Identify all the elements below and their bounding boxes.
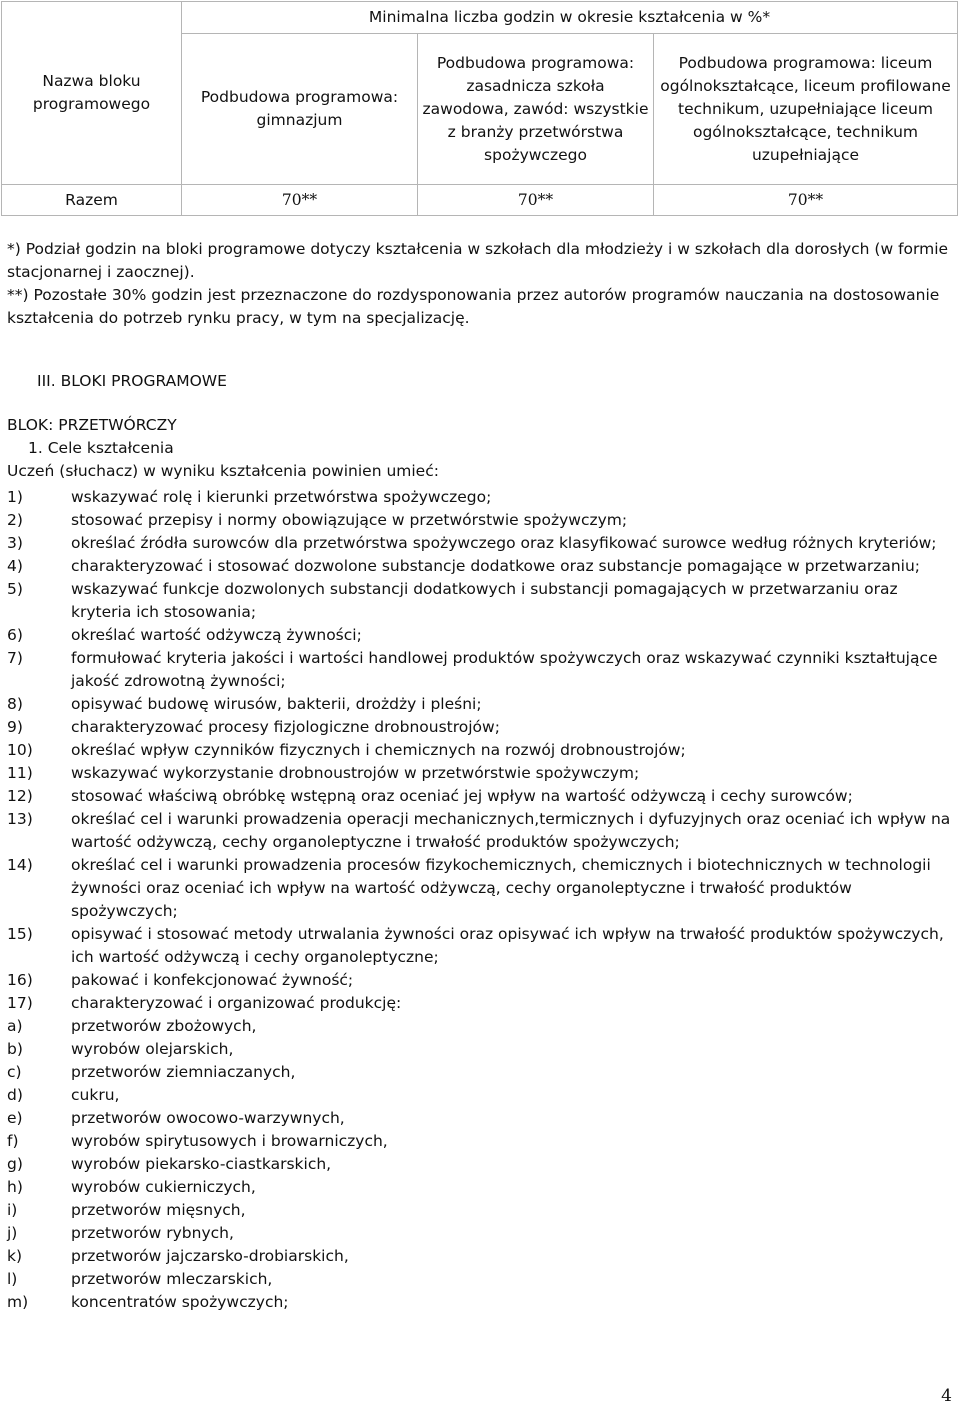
list-item-text: wyrobów piekarsko-ciastkarskich,: [71, 1155, 332, 1173]
list-item-marker: 13): [7, 810, 33, 828]
list-item-marker: 12): [7, 787, 33, 805]
list-item-text: przetworów zbożowych,: [71, 1017, 257, 1035]
razem-label: Razem: [2, 185, 182, 216]
list-item-text: wyrobów spirytusowych i browarniczych,: [71, 1132, 388, 1150]
list-item-text: wyrobów olejarskich,: [71, 1040, 234, 1058]
list-item-marker: 8): [7, 695, 23, 713]
list-item-marker: 14): [7, 856, 33, 874]
list-item: [7, 509, 957, 532]
list-item-text: cukru,: [71, 1086, 120, 1104]
list-item-text: charakteryzować i stosować dozwolone substancje dodatkowe oraz substancje pomagające w przetwarzaniu;: [71, 557, 921, 575]
list-item-marker: g): [7, 1155, 23, 1173]
list-item-text: koncentratów spożywczych;: [71, 1293, 289, 1311]
hours-table: [1, 1, 958, 216]
list-item-marker: 4): [7, 557, 23, 575]
list-item-marker: 11): [7, 764, 33, 782]
list-item-text: opisywać budowę wirusów, bakterii, drożdży i pleśni;: [71, 695, 482, 713]
list-item: [7, 532, 957, 555]
list-item-text: przetworów rybnych,: [71, 1224, 234, 1242]
list-item: [7, 808, 957, 854]
list-item-text: stosować przepisy i normy obowiązujące w przetwórstwie spożywczym;: [71, 511, 628, 529]
list-item-marker: j): [7, 1224, 18, 1242]
list-item-text: opisywać i stosować metody utrwalania żywności oraz opisywać ich wpływ na trwałość produktów spożywczych, ich wartość odżywczą i cechy organoleptyczne;: [71, 925, 944, 966]
list-item: [7, 1084, 957, 1107]
list-item-marker: m): [7, 1293, 29, 1311]
list-item: [7, 854, 957, 923]
name-column-header: Nazwa bloku programowego: [2, 2, 182, 185]
list-item: [7, 1061, 957, 1084]
list-item: [7, 762, 957, 785]
list-item-marker: 3): [7, 534, 23, 552]
footnote-2: **) Pozostałe 30% godzin jest przeznaczone do rozdysponowania przez autorów programów nauczania na dostosowanie kształcenia do potrzeb rynku pracy, w tym na specjalizację.: [7, 286, 940, 327]
list-item-text: charakteryzować i organizować produkcję:: [71, 994, 402, 1012]
list-item: [7, 486, 957, 509]
list-item: [7, 1222, 957, 1245]
list-item-text: określać źródła surowców dla przetwórstwa spożywczego oraz klasyfikować surowce według różnych kryteriów;: [71, 534, 937, 552]
list-item: [7, 1245, 957, 1268]
blok-title: BLOK: PRZETWÓRCZY: [7, 416, 177, 434]
list-item: [7, 624, 957, 647]
list-item-marker: 2): [7, 511, 23, 529]
list-item: [7, 1268, 957, 1291]
list-item: [7, 969, 957, 992]
list-item-text: przetworów owocowo-warzywnych,: [71, 1109, 345, 1127]
list-item-marker: 17): [7, 994, 33, 1012]
list-item: [7, 992, 957, 1015]
razem-value-gimnazjum: 70**: [182, 185, 418, 216]
list-item-text: przetworów mleczarskich,: [71, 1270, 273, 1288]
table-header-row: [2, 2, 958, 34]
list-item: [7, 1176, 957, 1199]
zsz-column-header: Podbudowa programowa: zasadnicza szkoła zawodowa, zawód: wszystkie z branży przetwórstwa spożywczego: [418, 34, 654, 185]
razem-value-zsz: 70**: [418, 185, 654, 216]
list-item-marker: 9): [7, 718, 23, 736]
list-item-marker: 7): [7, 649, 23, 667]
table-row-razem: [2, 185, 958, 216]
list-item-text: przetworów mięsnych,: [71, 1201, 246, 1219]
list-item-text: określać wpływ czynników fizycznych i chemicznych na rozwój drobnoustrojów;: [71, 741, 686, 759]
list-item: [7, 1153, 957, 1176]
list-item-marker: l): [7, 1270, 18, 1288]
list-item-text: przetworów ziemniaczanych,: [71, 1063, 296, 1081]
list-item: [7, 716, 957, 739]
list-item: [7, 739, 957, 762]
list-item-text: wyrobów cukierniczych,: [71, 1178, 256, 1196]
goals-intro: Uczeń (słuchacz) w wyniku kształcenia powinien umieć:: [7, 462, 439, 480]
list-item: [7, 1038, 957, 1061]
list-item-marker: h): [7, 1178, 23, 1196]
list-item-text: wskazywać rolę i kierunki przetwórstwa spożywczego;: [71, 488, 492, 506]
list-item: [7, 1107, 957, 1130]
footnote-1: *) Podział godzin na bloki programowe dotyczy kształcenia w szkołach dla młodzieży i w szkołach dla dorosłych (w formie stacjonarnej i zaocznej).: [7, 240, 949, 281]
list-item-marker: 10): [7, 741, 33, 759]
list-item-text: wskazywać wykorzystanie drobnoustrojów w przetwórstwie spożywczym;: [71, 764, 640, 782]
list-item-text: przetworów jajczarsko-drobiarskich,: [71, 1247, 349, 1265]
list-item: [7, 693, 957, 716]
list-item: [7, 1015, 957, 1038]
list-item-text: stosować właściwą obróbkę wstępną oraz oceniać jej wpływ na wartość odżywczą i cechy surowców;: [71, 787, 853, 805]
list-item-text: pakować i konfekcjonować żywność;: [71, 971, 354, 989]
razem-value-liceum: 70**: [654, 185, 958, 216]
section-title: III. BLOKI PROGRAMOWE: [37, 372, 227, 390]
list-item-marker: d): [7, 1086, 23, 1104]
liceum-column-header: Podbudowa programowa: liceum ogólnokształcące, liceum profilowane technikum, uzupełniające liceum ogólnokształcące, technikum uzupełniające: [654, 34, 958, 185]
list-item-marker: i): [7, 1201, 18, 1219]
gimnazjum-column-header: Podbudowa programowa: gimnazjum: [182, 34, 418, 185]
list-item: [7, 923, 957, 969]
list-item: [7, 1130, 957, 1153]
list-item-text: formułować kryteria jakości i wartości handlowej produktów spożywczych oraz wskazywać czynniki kształtujące jakość zdrowotną żywności;: [71, 649, 938, 690]
list-item-marker: k): [7, 1247, 23, 1265]
list-item-marker: 1): [7, 488, 23, 506]
list-item-marker: a): [7, 1017, 23, 1035]
goals-title: 1. Cele kształcenia: [28, 439, 174, 457]
goals-list: [7, 486, 957, 1314]
list-item-text: określać cel i warunki prowadzenia operacji mechanicznych,termicznych i dyfuzyjnych oraz oceniać ich wpływ na wartość odżywczą, cechy organoleptyczne i trwałość produktów spożywczych;: [71, 810, 951, 851]
list-item-marker: b): [7, 1040, 23, 1058]
list-item-marker: f): [7, 1132, 19, 1150]
list-item: [7, 647, 957, 693]
list-item-marker: c): [7, 1063, 22, 1081]
list-item-text: określać cel i warunki prowadzenia procesów fizykochemicznych, chemicznych i biotechnicznych w technologii żywności oraz oceniać ich wpływ na wartość odżywczą, cechy organoleptyczne i trwałość produktów spożywczych;: [71, 856, 931, 920]
footnotes: [7, 238, 957, 330]
list-item: [7, 785, 957, 808]
list-item-marker: e): [7, 1109, 23, 1127]
list-item-marker: 15): [7, 925, 33, 943]
list-item-marker: 5): [7, 580, 23, 598]
min-hours-header: Minimalna liczba godzin w okresie kształcenia w %*: [182, 2, 958, 34]
list-item-text: charakteryzować procesy fizjologiczne drobnoustrojów;: [71, 718, 500, 736]
list-item: [7, 578, 957, 624]
list-item-text: wskazywać funkcje dozwolonych substancji dodatkowych i substancji pomagających w przetwarzaniu oraz kryteria ich stosowania;: [71, 580, 898, 621]
list-item-text: określać wartość odżywczą żywności;: [71, 626, 362, 644]
list-item: [7, 1291, 957, 1314]
list-item-marker: 6): [7, 626, 23, 644]
list-item: [7, 1199, 957, 1222]
page-number: 4: [941, 1386, 952, 1406]
list-item: [7, 555, 957, 578]
list-item-marker: 16): [7, 971, 33, 989]
